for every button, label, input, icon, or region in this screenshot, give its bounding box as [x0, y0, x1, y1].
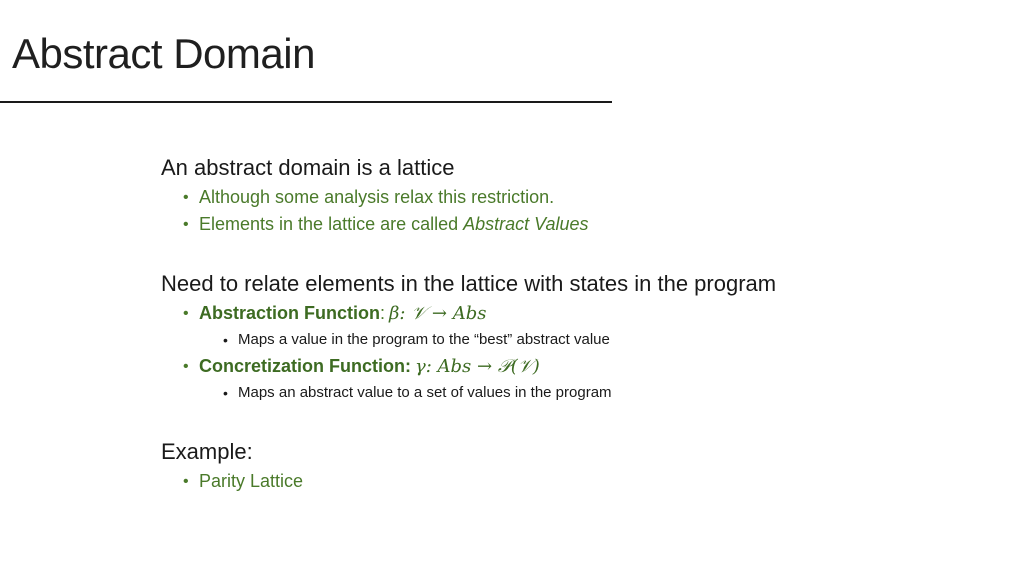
bullet-emphasis: Abstract Values	[463, 214, 589, 234]
function-label: Abstraction Function	[199, 303, 380, 323]
bullet-text: Although some analysis relax this restriction.	[199, 187, 555, 207]
bullet-item	[161, 353, 1001, 380]
abstraction-formula: β: 𝒱 → Abs	[389, 303, 487, 324]
sub-bullet-item	[161, 380, 1001, 406]
section-heading: Need to relate elements in the lattice with states in the program	[161, 271, 777, 296]
sub-bullet-item	[161, 327, 1001, 353]
function-label: Concretization Function:	[199, 356, 411, 376]
bullet-item	[161, 300, 1001, 327]
bullet-text: Parity Lattice	[199, 471, 304, 491]
section-example	[161, 436, 1001, 495]
label-separator: :	[380, 303, 386, 323]
title-divider	[0, 101, 612, 103]
sub-bullet-text: Maps a value in the program to the “best” abstract value	[238, 331, 610, 348]
section-heading: Example:	[161, 439, 253, 464]
section-functions	[161, 268, 1001, 406]
section-heading: An abstract domain is a lattice	[161, 155, 455, 180]
section-lattice	[161, 152, 1001, 238]
sub-bullet-text: Maps an abstract value to a set of values in the program	[238, 384, 612, 401]
bullet-item	[161, 184, 1001, 211]
bullet-text: Elements in the lattice are called	[199, 214, 464, 234]
slide-body	[161, 152, 1001, 495]
bullet-item	[161, 211, 1001, 238]
slide-title: Abstract Domain	[12, 30, 315, 77]
concretization-formula: γ: Abs → 𝒫(𝒱)	[414, 356, 540, 377]
bullet-item	[161, 468, 1001, 495]
